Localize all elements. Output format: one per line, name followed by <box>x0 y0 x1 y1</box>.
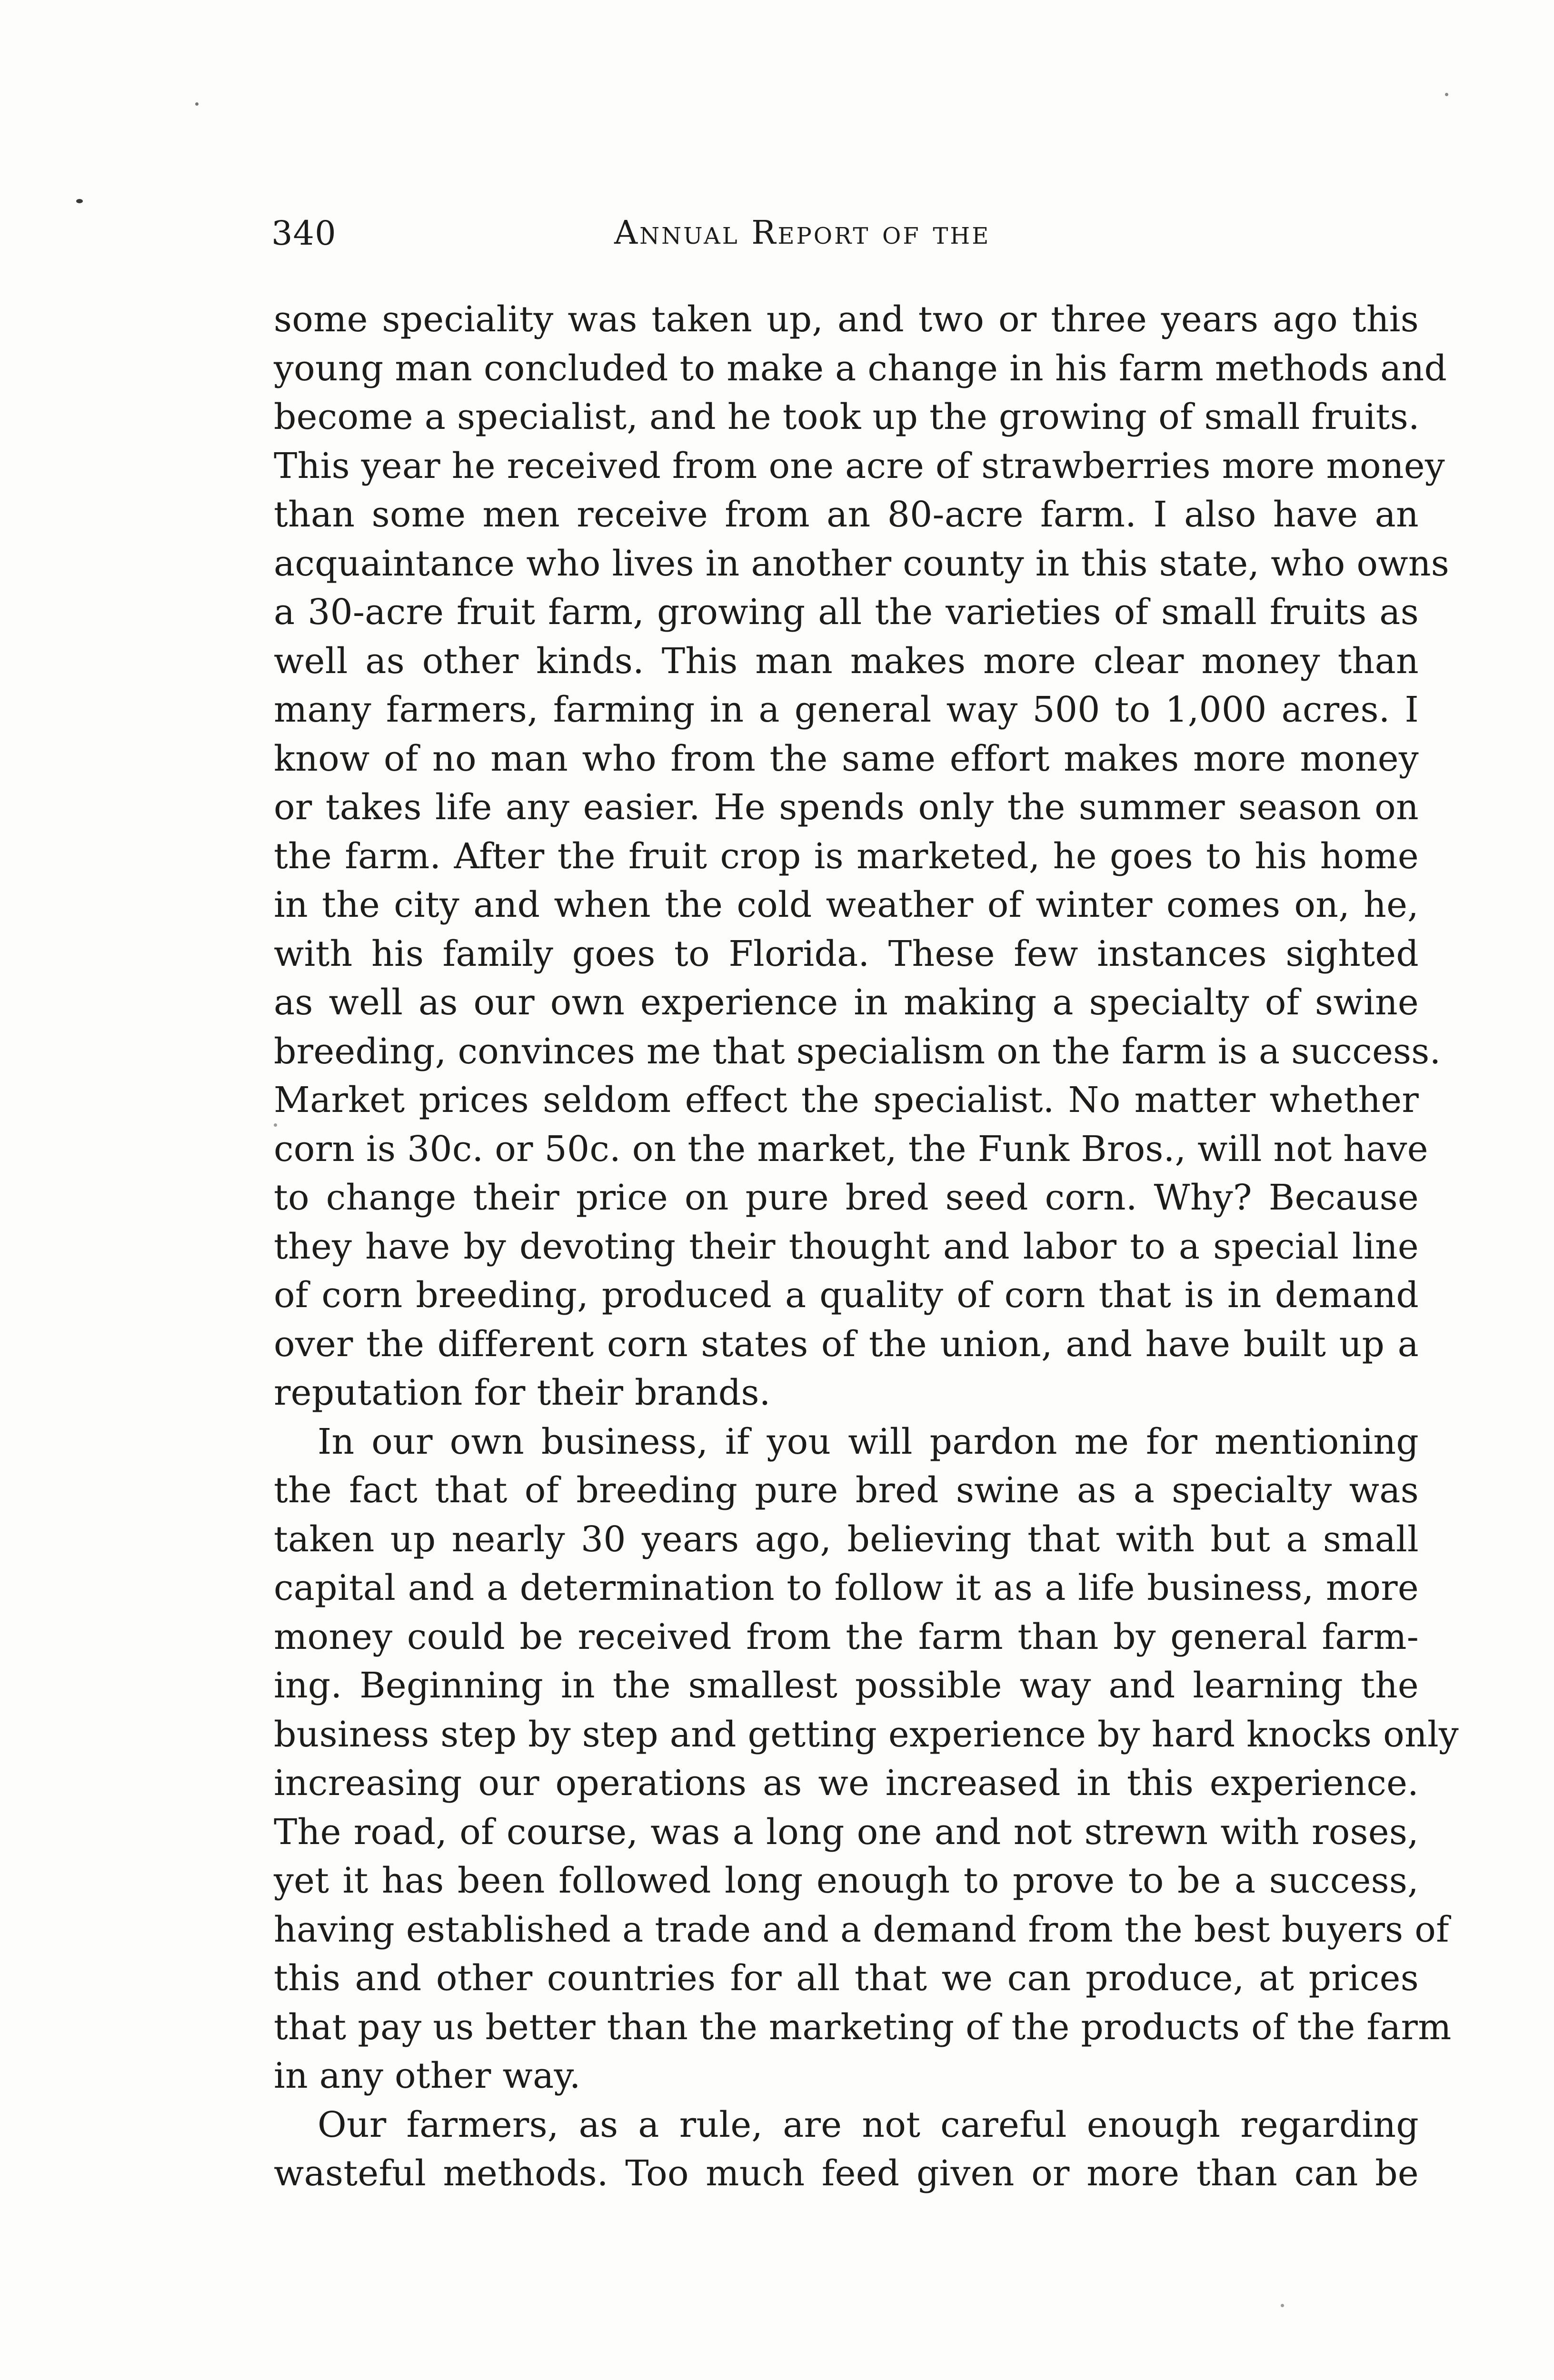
text-line: or takes life any easier. He spends only the summer season on <box>274 787 1419 828</box>
scan-speck <box>1445 93 1448 96</box>
text-line: breeding, convinces me that specialism on the farm is a success. <box>274 1031 1441 1072</box>
body-text <box>274 295 1459 2198</box>
text-line: they have by devoting their thought and labor to a special line <box>274 1226 1419 1267</box>
paragraph-end-line: in any other way. <box>274 2055 581 2096</box>
text-line: with his family goes to Florida. These few instances sighted <box>274 933 1419 974</box>
text-line: over the different corn states of the union, and have built up a <box>274 1323 1419 1365</box>
text-line: money could be received from the farm than by general farm- <box>274 1616 1419 1657</box>
text-line: wasteful methods. Too much feed given or more than can be <box>274 2153 1419 2194</box>
text-line: the farm. After the fruit crop is marketed, he goes to his home <box>274 835 1419 877</box>
text-line: increasing our operations as we increased in this experience. <box>274 1763 1419 1804</box>
text-line: Market prices seldom effect the specialist. No matter whether <box>274 1080 1419 1121</box>
text-line: the fact that of breeding pure bred swine as a specialty was <box>274 1470 1419 1511</box>
text-line: many farmers, farming in a general way 500 to 1,000 acres. I <box>274 689 1419 730</box>
scan-speck <box>76 199 83 203</box>
text-line: taken up nearly 30 years ago, believing that with but a small <box>274 1518 1419 1560</box>
paragraph-start-line: Our farmers, as a rule, are not careful enough regarding <box>318 2104 1419 2145</box>
text-line: than some men receive from an 80-acre farm. I also have an <box>274 494 1419 535</box>
paragraph-end-line: reputation for their brands. <box>274 1372 771 1413</box>
text-line: young man concluded to make a change in his farm methods and <box>274 347 1447 389</box>
text-line: yet it has been followed long enough to prove to be a success, <box>274 1860 1419 1901</box>
text-line: know of no man who from the same effort makes more money <box>274 738 1419 779</box>
scan-speck <box>1281 2304 1284 2307</box>
text-line: capital and a determination to follow it as a life business, more <box>274 1567 1419 1608</box>
text-line: in the city and when the cold weather of winter comes on, he, <box>274 884 1419 925</box>
text-line: business step by step and getting experience by hard knocks only <box>274 1714 1459 1755</box>
text-line: corn is 30c. or 50c. on the market, the Funk Bros., will not have <box>274 1128 1428 1170</box>
page-number: 340 <box>271 214 337 253</box>
text-line: as well as our own experience in making a specialty of swine <box>274 982 1419 1023</box>
text-line: become a specialist, and he took up the growing of small fruits. <box>274 397 1420 437</box>
text-line: that pay us better than the marketing of the products of the farm <box>274 2006 1452 2048</box>
text-line: a 30-acre fruit farm, growing all the varieties of small fruits as <box>274 592 1419 633</box>
text-line: ing. Beginning in the smallest possible way and learning the <box>274 1665 1419 1706</box>
text-line: well as other kinds. This man makes more clear money than <box>274 640 1419 682</box>
running-head-title: Annual Report of the <box>614 214 991 252</box>
text-line: acquaintance who lives in another county in this state, who owns <box>274 543 1450 584</box>
text-line: This year he received from one acre of strawberries more money <box>274 445 1445 486</box>
text-line: of corn breeding, produced a quality of corn that is in demand <box>274 1275 1419 1316</box>
text-line: The road, of course, was a long one and not strewn with roses, <box>274 1811 1419 1853</box>
running-head <box>271 212 1419 255</box>
text-line: some speciality was taken up, and two or three years ago this <box>274 299 1419 340</box>
paragraph-start-line: In our own business, if you will pardon me for mentioning <box>318 1421 1419 1462</box>
text-line: this and other countries for all that we can produce, at prices <box>274 1958 1419 1999</box>
text-line: having established a trade and a demand from the best buyers of <box>274 1909 1449 1950</box>
text-line: to change their price on pure bred seed corn. Why? Because <box>274 1177 1419 1218</box>
scan-speck <box>195 102 199 106</box>
